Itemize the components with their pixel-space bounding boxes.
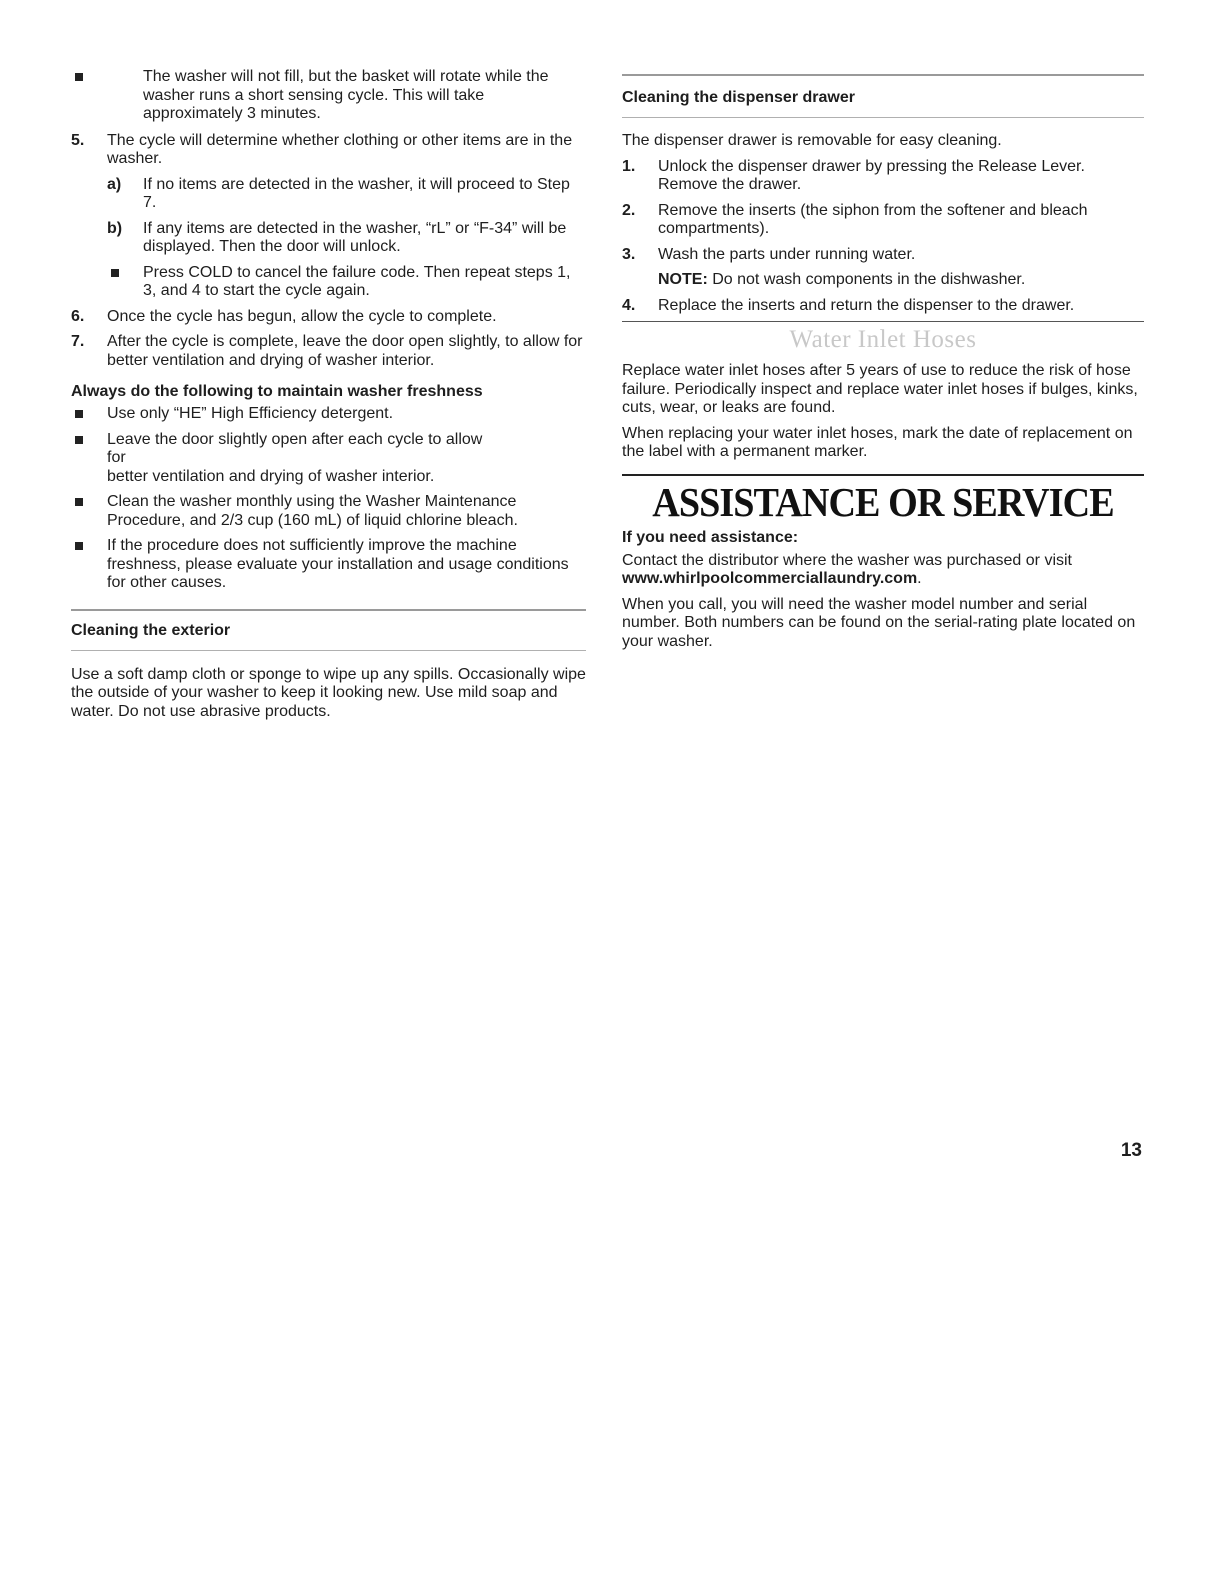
page-number: 13 bbox=[1120, 1140, 1142, 1161]
dispenser-step-3 bbox=[622, 246, 1144, 265]
sensing-cycle-bullet: The washer will not fill, but the basket will rotate while the washer runs a short sensing cycle. This will take approximately 3 minutes. bbox=[71, 68, 586, 124]
freshness-bullet-2-line-1: Leave the door slightly open after each cycle to allow bbox=[107, 430, 483, 448]
dispenser-step-2 bbox=[622, 202, 1144, 239]
freshness-bullet-2-line-3: better ventilation and drying of washer interior. bbox=[107, 467, 435, 485]
assistance-paragraph-1 bbox=[622, 552, 1144, 589]
step-5-number: 5. bbox=[71, 131, 85, 149]
hoses-paragraph-1: Replace water inlet hoses after 5 years of use to reduce the risk of hose failure. Periodically inspect and replace water inlet hoses if bulges, kinks, cuts, wear, or leaks are found. bbox=[622, 362, 1138, 416]
dispenser-step-3-text: Wash the parts under running water. bbox=[658, 245, 916, 263]
freshness-bullet-2 bbox=[71, 431, 586, 487]
dispenser-step-1-text: Unlock the dispenser drawer by pressing the Release Lever. Remove the drawer. bbox=[658, 157, 1085, 193]
freshness-heading: Always do the following to maintain washer freshness bbox=[71, 383, 483, 400]
dispenser-heading: Cleaning the dispenser drawer bbox=[622, 89, 855, 106]
step-5-text: The cycle will determine whether clothing or other items are in the washer. bbox=[107, 131, 573, 167]
dispenser-intro: The dispenser drawer is removable for easy cleaning. bbox=[622, 132, 1002, 149]
dispenser-step-1-number: 1. bbox=[622, 157, 636, 175]
water-inlet-hoses-title: Water Inlet Hoses bbox=[789, 326, 977, 353]
dispenser-step-2-text: Remove the inserts (the siphon from the softener and bleach compartments). bbox=[658, 201, 1088, 237]
assistance-heading: If you need assistance: bbox=[622, 528, 799, 546]
cancel-failure-bullet: Press COLD to cancel the failure code. Then repeat steps 1, 3, and 4 to start the cycle again. bbox=[107, 264, 586, 301]
assistance-contact-text: Contact the distributor where the washer was purchased or visit bbox=[622, 551, 1072, 569]
exterior-text: Use a soft damp cloth or sponge to wipe up any spills. Occasionally wipe the outside of your washer to keep it looking new. Use mild soap and water. Do not use abrasive products. bbox=[71, 665, 586, 720]
dispenser-step-4-text: Replace the inserts and return the dispenser to the drawer. bbox=[658, 296, 1075, 314]
dispenser-step-4-number: 4. bbox=[622, 296, 636, 314]
freshness-bullet-4: If the procedure does not sufficiently improve the machine freshness, please evaluate your installation and usage conditions for other causes. bbox=[71, 537, 586, 593]
right-column bbox=[622, 0, 1144, 651]
dispenser-note bbox=[622, 271, 1144, 290]
note-text: Do not wash components in the dishwasher. bbox=[707, 271, 1026, 288]
step-6 bbox=[71, 308, 586, 327]
dispenser-step-1 bbox=[622, 158, 1144, 195]
assistance-title: ASSISTANCE OR SERVICE bbox=[652, 478, 1114, 525]
assistance-paragraph-2: When you call, you will need the washer model number and serial number. Both numbers can be found on the serial-rating plate located on your washer. bbox=[622, 595, 1136, 650]
dispenser-step-2-number: 2. bbox=[622, 201, 636, 219]
step-7-number: 7. bbox=[71, 333, 85, 350]
step-5a-label: a) bbox=[107, 175, 122, 193]
step-7-text: After the cycle is complete, leave the door open slightly, to allow for better ventilation and drying of washer interior. bbox=[107, 333, 583, 369]
dispenser-step-3-number: 3. bbox=[622, 245, 636, 263]
step-6-number: 6. bbox=[71, 307, 85, 325]
whirlpool-website-link[interactable]: www.whirlpoolcommerciallaundry.com bbox=[622, 570, 918, 587]
step-5b-text: If any items are detected in the washer, “rL” or “F-34” will be displayed. Then the door will unlock. bbox=[143, 219, 567, 255]
step-5b-label: b) bbox=[107, 219, 123, 237]
exterior-heading: Cleaning the exterior bbox=[71, 621, 231, 639]
step-6-text: Once the cycle has begun, allow the cycle to complete. bbox=[107, 307, 497, 325]
left-column bbox=[71, 0, 586, 721]
step-5a bbox=[107, 176, 586, 213]
freshness-bullet-2-line-2: for bbox=[107, 449, 126, 466]
step-7 bbox=[71, 333, 586, 370]
step-5 bbox=[71, 132, 586, 169]
assistance-period: . bbox=[917, 570, 922, 587]
step-5b bbox=[107, 220, 586, 257]
step-5a-text: If no items are detected in the washer, it will proceed to Step 7. bbox=[143, 175, 570, 211]
note-label: NOTE: bbox=[658, 271, 708, 288]
freshness-bullet-3: Clean the washer monthly using the Washer Maintenance Procedure, and 2/3 cup (160 mL) of liquid chlorine bleach. bbox=[71, 493, 586, 530]
freshness-bullet-1: Use only “HE” High Efficiency detergent. bbox=[71, 405, 586, 424]
dispenser-step-4 bbox=[622, 297, 1144, 316]
hoses-paragraph-2: When replacing your water inlet hoses, mark the date of replacement on the label with a permanent marker. bbox=[622, 424, 1133, 460]
